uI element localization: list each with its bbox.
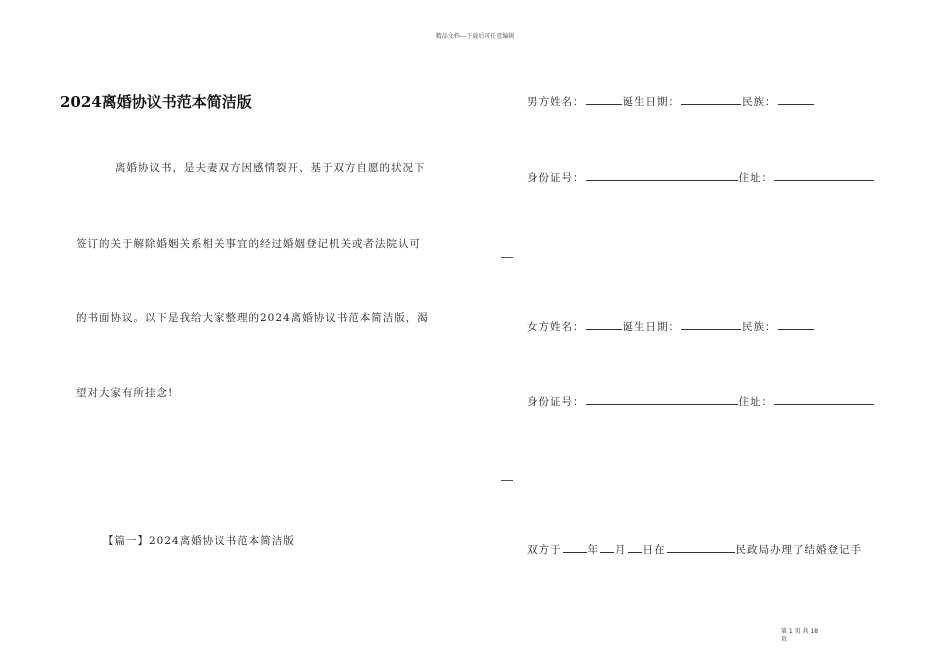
male-id-blank[interactable] (586, 170, 738, 181)
male-info-line (527, 94, 815, 109)
paragraph-line-4: 望对大家有所挂念! (76, 387, 174, 399)
male-address-blank[interactable] (774, 170, 874, 181)
marriage-bureau-blank[interactable] (667, 542, 735, 553)
section-heading: 【篇一】2024离婚协议书范本简洁版 (103, 535, 295, 547)
male-id-line (527, 170, 875, 185)
marriage-day-label: 日在 (642, 544, 666, 556)
female-id-blank[interactable] (586, 394, 738, 405)
header-note: 精品文档---下载后可任意编辑 (435, 33, 515, 40)
female-birth-label: 诞生日期： (622, 321, 680, 333)
marriage-year-blank[interactable] (563, 542, 587, 553)
female-name-blank[interactable] (586, 319, 622, 330)
male-birth-blank[interactable] (681, 94, 741, 105)
female-ethnic-label: 民族： (742, 321, 777, 333)
female-address-blank[interactable] (774, 394, 874, 405)
male-name-blank[interactable] (586, 94, 622, 105)
male-address-label: 住址： (738, 172, 773, 184)
marriage-month-blank[interactable] (600, 542, 614, 553)
female-id-label: 身份证号： (527, 396, 585, 408)
female-ethnic-blank[interactable] (778, 319, 814, 330)
marriage-day-blank[interactable] (628, 542, 642, 553)
male-id-label: 身份证号： (527, 172, 585, 184)
paragraph-line-2: 签订的关于解除婚姻关系相关事宜的经过婚姻登记机关或者法院认可 (76, 238, 421, 250)
male-ethnic-blank[interactable] (778, 94, 814, 105)
male-name-label: 男方姓名： (527, 96, 585, 108)
female-address-label: 住址： (738, 396, 773, 408)
document-title: 2024离婚协议书范本简洁版 (60, 93, 252, 111)
male-birth-label: 诞生日期： (622, 96, 680, 108)
female-id-line (527, 394, 875, 409)
marriage-prefix: 双方于 (527, 544, 562, 556)
marriage-suffix: 民政局办理了结婚登记手 (735, 544, 862, 556)
female-name-label: 女方姓名： (527, 321, 585, 333)
male-ethnic-label: 民族： (742, 96, 777, 108)
marriage-line (527, 542, 862, 557)
female-info-line (527, 319, 815, 334)
female-birth-blank[interactable] (681, 319, 741, 330)
column-divider-mark (501, 257, 513, 258)
page-number: 第 1 页 共 18 页 (781, 628, 819, 643)
marriage-year-label: 年 (587, 544, 599, 556)
marriage-month-label: 月 (615, 544, 627, 556)
paragraph-line-1: 离婚协议书，是夫妻双方因感情裂开、基于双方自愿的状况下 (115, 162, 426, 174)
column-divider-mark (501, 480, 513, 481)
paragraph-line-3: 的书面协议。以下是我给大家整理的2024离婚协议书范本简洁版，渴 (76, 312, 429, 324)
